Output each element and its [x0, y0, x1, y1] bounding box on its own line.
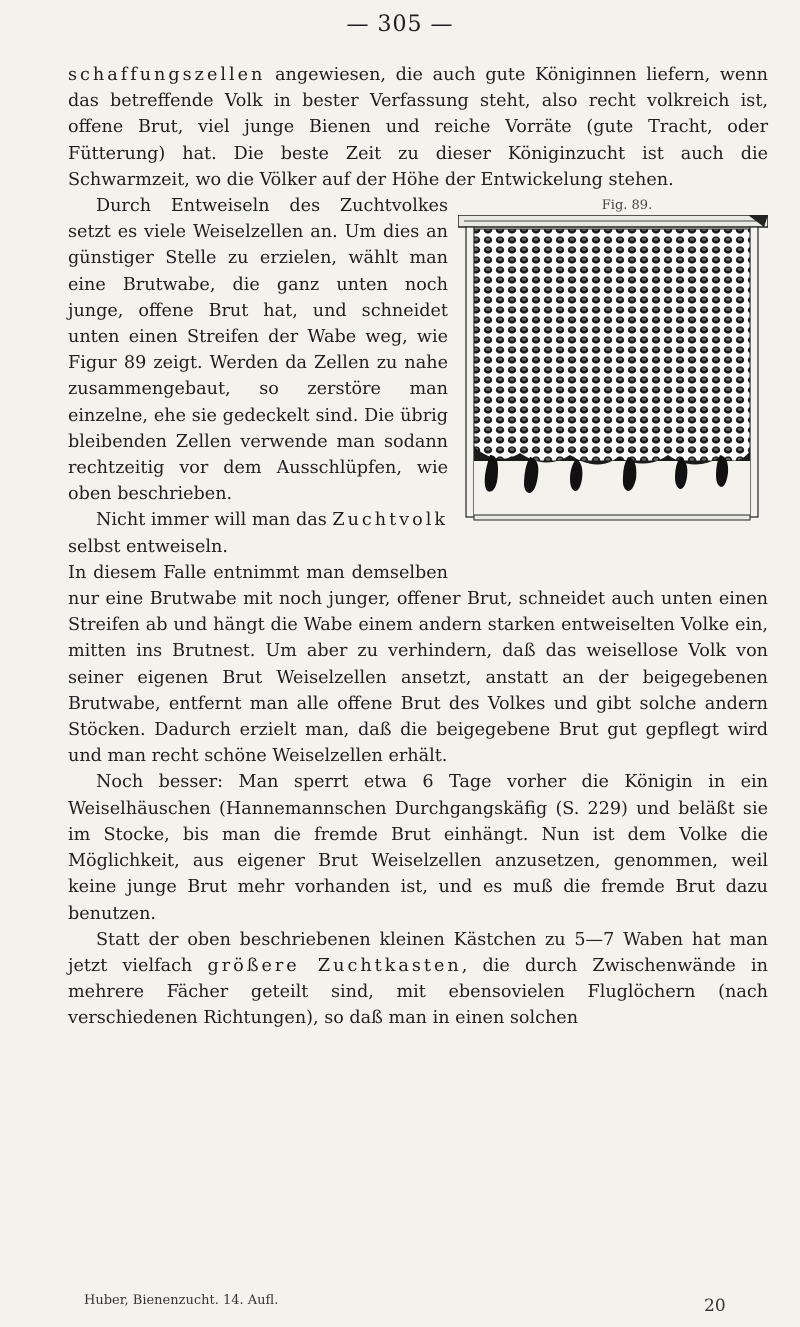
- honeycomb-frame-illustration: [458, 215, 768, 570]
- figure-89: [458, 193, 768, 583]
- footer-signature: 20: [704, 1296, 726, 1316]
- paragraph-1: [68, 62, 768, 193]
- footer-source: Huber, Bienenzucht. 14. Aufl.: [84, 1293, 279, 1308]
- figure-caption: Fig. 89.: [601, 198, 653, 214]
- paragraph-text: Durch Entweiseln des Zuchtvolkes setzt es viele Weiselzellen an. Um dies an günstiger Stelle zu erzielen, wählt man eine Brutwabe, die ganz unten noch junge, offene Brut hat, und schneidet unten einen Streifen der Wabe weg, wie Figur 89 zeigt. Werden da Zellen zu nahe zusammengebaut, so zerstöre man einzelne, ehe sie gedeckelt sind. Die übrig bleibenden Zellen verwende man sodann rechtzeitig vor dem Ausschlüpfen, wie oben beschrieben.: [68, 196, 448, 505]
- paragraph-6: [68, 927, 768, 1032]
- paragraph-text: schaffungszellen angewiesen, die auch gute Königinnen liefern, wenn das betreffende Volk in bester Verfassung steht, also recht volkreich ist, offene Brut, viel junge Bienen und reiche Vorräte (gute Tracht, oder Fütterung) hat. Die beste Zeit zu dieser Königinzucht ist auch die Schwarmzeit, wo die Völker auf der Höhe der Entwickelung stehen.: [68, 65, 768, 190]
- paragraph-5: [68, 769, 768, 926]
- paragraph-text: Noch besser: Man sperrt etwa 6 Tage vorher die Königin in ein Weiselhäuschen (Hannemannschen Durchgangskäfig (S. 229) und beläßt sie im Stocke, bis man die fremde Brut einhängt. Nun ist dem Volke die Möglichkeit, aus eigener Brut Weiselzellen anzusetzen, genommen, weil keine junge Brut mehr vorhanden ist, und es muß die fremde Brut dazu benutzen.: [68, 772, 768, 924]
- paragraph-text: Nicht immer will man das Zuchtvolk selbst entweiseln.: [68, 510, 448, 557]
- paragraph-text: In diesem Falle entnimmt man demselben nur eine Brutwabe mit noch junger, offener Brut, schneidet auch unten einen Streifen ab und hängt die Wabe einem andern starken entweiselten Volke ein, mitten ins Brutnest. Um aber zu verhindern, daß das weisellose Volk von seiner eigenen Brut Weiselzellen ansetzt, anstatt an der beigegebenen Brutwabe, entfernt man alle offene Brut des Volkes und gibt solche andern Stöcken. Dadurch erzielt man, daß die beigegebene Brut gut gepflegt wird und man recht schöne Weiselzellen erhält.: [68, 562, 768, 767]
- paragraph-text: Statt der oben beschriebenen kleinen Kästchen zu 5—7 Waben hat man jetzt vielfach größere Zuchtkasten, die durch Zwischenwände in mehrere Fächer geteilt sind, mit ebensovielen Fluglöchern (nach verschiedenen Richtungen), so daß man in einen solchen: [68, 929, 768, 1029]
- page-number: — 305 —: [346, 12, 454, 37]
- paragraph-2: [68, 193, 768, 507]
- paragraph-4: [68, 560, 768, 770]
- body-text: [68, 62, 768, 1032]
